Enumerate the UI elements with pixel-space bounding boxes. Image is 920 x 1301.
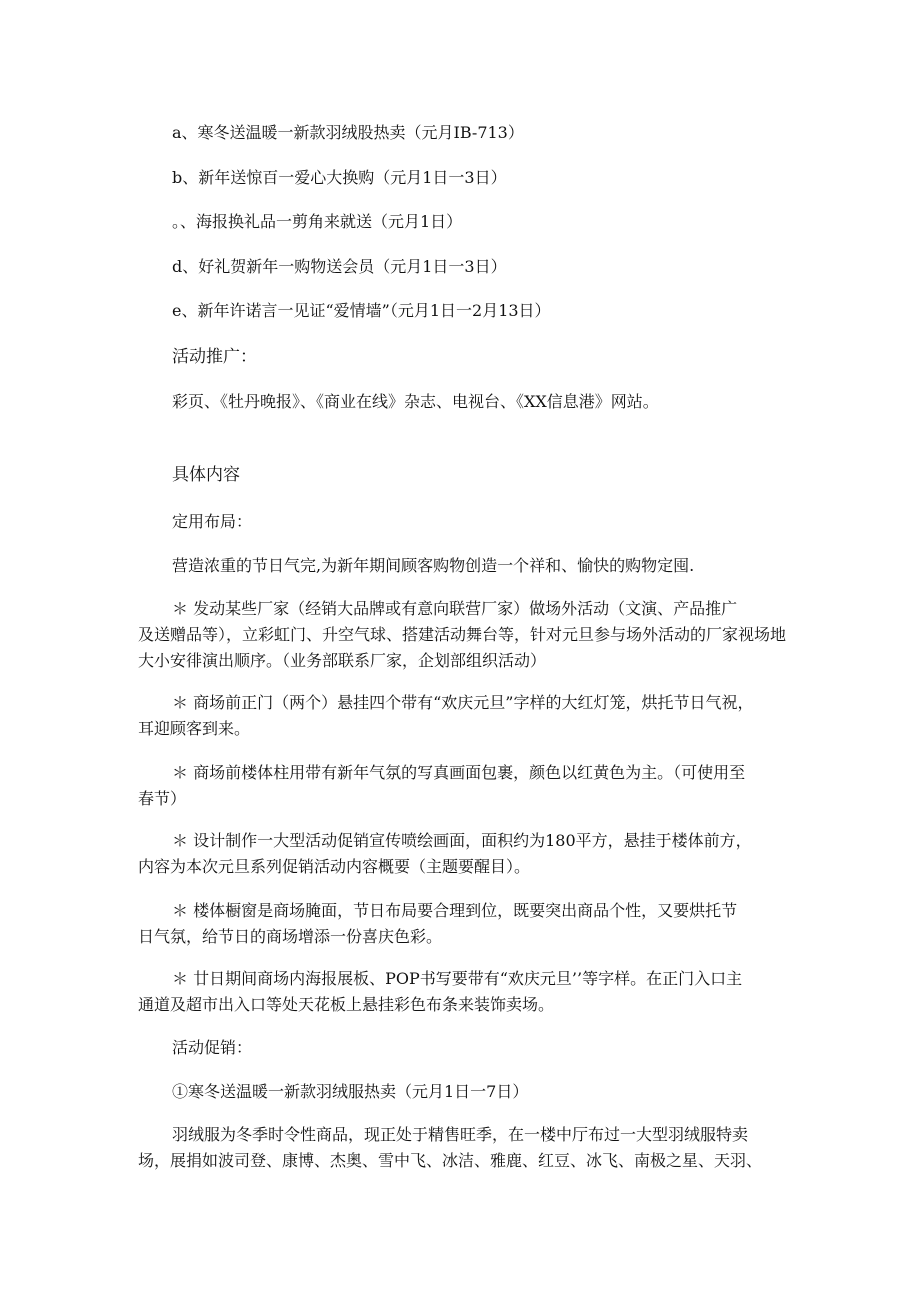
bullet-continuation: 内容为本次元旦系列促销活动内容概要（主题要醒目）。 xyxy=(138,857,531,876)
bullet-paragraph-4 xyxy=(138,828,798,880)
content-heading: 具体内容 xyxy=(172,465,240,485)
bullet-continuation: 及送赠品等），立彩虹门、升空气球、搭建活动舞台等，针对元旦参与场外活动的厂家视场地大小安徘演出顺序。（业务部联系厂家，企划部组织活动） xyxy=(138,625,787,670)
bullet-paragraph-6 xyxy=(138,966,798,1018)
list-item-a: a、寒冬送温暖一新款羽绒股热卖（元月IB-713） xyxy=(172,123,524,142)
bullet-continuation: 日气氛，给节日的商场增添一份喜庆色彩。 xyxy=(138,927,443,946)
bullet-paragraph-2 xyxy=(138,690,798,742)
bullet-paragraph-1 xyxy=(138,596,798,674)
bullet-line: ＊ 发动某些厂家（经销大品牌或有意向联营厂家）做场外活动（文演、产品推广 xyxy=(172,599,738,618)
bullet-continuation: 春节） xyxy=(138,789,187,808)
list-item-b: b、新年送惊百一爱心大换购（元月1日一3日） xyxy=(172,168,507,187)
list-item-e: e、新年许诺言一见证“爱情墙”（元月1日一2月13日） xyxy=(172,301,551,320)
sales-title: 活动促销： xyxy=(172,1038,253,1057)
bullet-continuation: 通道及超市出入口等处天花板上悬挂彩色布条来装饰卖场。 xyxy=(138,995,555,1014)
sales-paragraph xyxy=(138,1122,798,1174)
bullet-line: ＊ 设计制作一大型活动促销宣传喷绘画面，面积约为180平方，悬挂于楼体前方， xyxy=(172,831,752,850)
list-item-d: d、好礼贺新年一购物送会员（元月1日一3日） xyxy=(172,257,507,276)
layout-title: 定用布局： xyxy=(172,512,253,531)
list-item-c: 。、海报换礼品一剪角来就送（元月1日） xyxy=(172,212,463,231)
paragraph-line: 羽绒服为冬季时令性商品，现正处于精售旺季，在一楼中厅布过一大型羽绒服特卖 xyxy=(172,1125,749,1144)
bullet-paragraph-3 xyxy=(138,760,798,812)
layout-intro: 营造浓重的节日气完,为新年期间顾客购物创造一个祥和、愉快的购物定囤. xyxy=(172,556,695,575)
bullet-line: ＊ 商场前正门（两个）悬挂四个带有“欢庆元旦”字样的大红灯笼，烘托节日气祝， xyxy=(172,693,754,712)
promotion-text: 彩页、《牡丹晚报》、《商业在线》杂志、电视台、《XX信息港》网站。 xyxy=(172,392,659,411)
bullet-line: ＊ 商场前楼体柱用带有新年气氛的写真画面包裹，颜色以红黄色为主。（可使用至 xyxy=(172,763,746,782)
sales-item: ①寒冬送温暖一新款羽绒服热卖（元月1日一7日） xyxy=(172,1082,529,1101)
promotion-heading: 活动推广： xyxy=(172,347,257,367)
bullet-paragraph-5 xyxy=(138,898,798,950)
bullet-line: ＊ 楼体橱窗是商场腌面，节日布局要合理到位，既要突出商品个性，又要烘托节 xyxy=(172,901,738,920)
bullet-continuation: 耳迎顾客到来。 xyxy=(138,719,251,738)
bullet-line: ＊ 廿日期间商场内海报展板、POP书写要带有“欢庆元旦’’等字样。在正门入口主 xyxy=(172,969,743,988)
paragraph-continuation: 场，展捐如波司登、康博、杰奥、雪中飞、冰洁、雅鹿、红豆、冰飞、南极之星、天羽、 xyxy=(138,1151,763,1170)
